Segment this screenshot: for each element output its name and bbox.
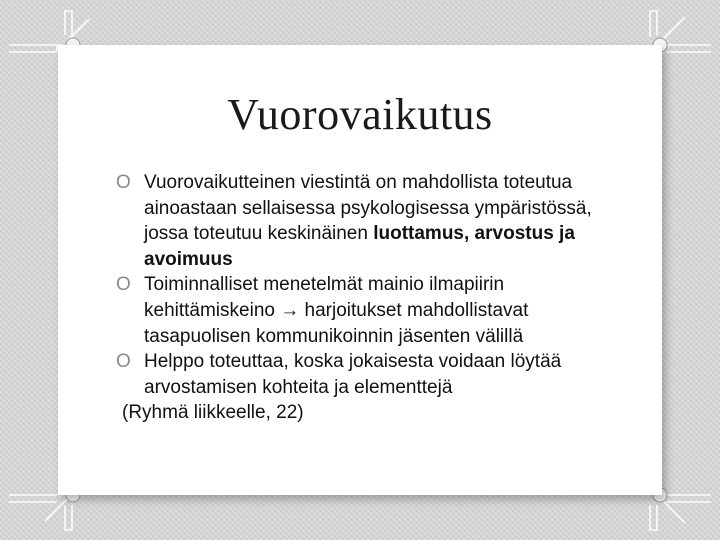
bullet-marker: O [116, 274, 131, 296]
bullet-text: Vuorovaikutteinen viestintä on mahdollista toteutua ainoastaan sellaisessa psykologisessa ympäristössä, jossa toteutuu keskinäinen [144, 172, 592, 245]
arrow-icon: → [280, 299, 300, 321]
bullet-item-1 [116, 170, 636, 272]
slide-body [116, 170, 636, 426]
bullet-item-2 [116, 272, 636, 349]
bullet-text-continued: harjoitukset mahdollistavat tasapuolisen kommunikoinnin jäsenten välillä [144, 299, 529, 347]
bullet-text: Toiminnalliset menetelmät mainio ilmapiirin kehittämiskeino [144, 274, 505, 321]
bullet-text: Helppo toteuttaa, koska jokaisesta voidaan löytää arvostamisen kohteita ja elementtejä [144, 351, 562, 398]
slide-title: Vuorovaikutus [227, 90, 493, 139]
bullet-bold-text: luottamus, arvostus ja avoimuus [144, 223, 575, 270]
bullet-marker: O [116, 351, 131, 373]
bullet-item-3 [116, 349, 636, 400]
source-citation: (Ryhmä liikkeelle, 22) [122, 402, 304, 424]
bullet-marker: O [116, 172, 131, 193]
